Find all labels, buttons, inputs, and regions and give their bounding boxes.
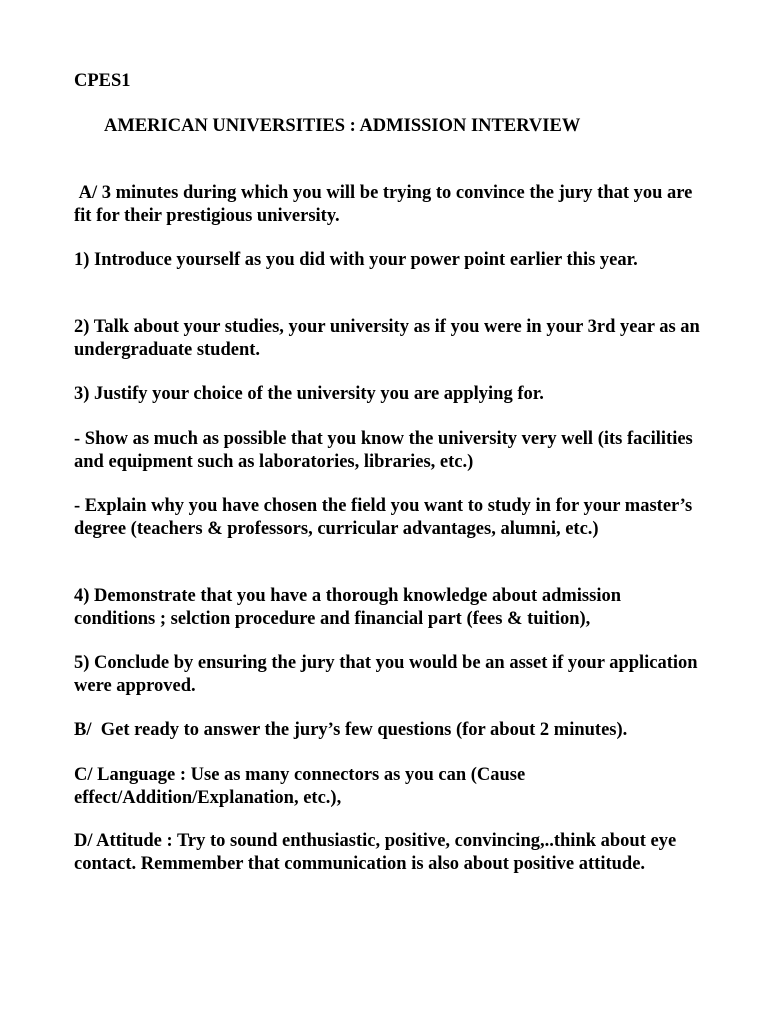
paragraph-part-b: B/ Get ready to answer the jury’s few questions (for about 2 minutes). xyxy=(74,720,628,740)
paragraph-part-c: C/ Language : Use as many connectors as you can (Cause effect/Addition/Explanation, etc.), xyxy=(74,765,526,808)
paragraph-step-3: 3) Justify your choice of the university you are applying for. xyxy=(74,384,544,404)
paragraph-step-1: 1) Introduce yourself as you did with your power point earlier this year. xyxy=(74,250,638,270)
paragraph-bullet-field: - Explain why you have chosen the field you want to study in for your master’s degree (teachers & professors, curricular advantages, alumni, etc.) xyxy=(74,496,693,539)
paragraph-bullet-facilities: - Show as much as possible that you know the university very well (its facilities and equipment such as laboratories, libraries, etc.) xyxy=(74,429,693,472)
paragraph-step-2: 2) Talk about your studies, your university as if you were in your 3rd year as an undergraduate student. xyxy=(74,317,700,360)
paragraph-part-a: A/ 3 minutes during which you will be trying to convince the jury that you are fit for their prestigious university. xyxy=(74,183,698,226)
document-title: AMERICAN UNIVERSITIES : ADMISSION INTERVIEW xyxy=(104,116,581,136)
paragraph-part-d: D/ Attitude : Try to sound enthusiastic, positive, convincing,..think about eye contact. Remmember that communication is also about positive attitude. xyxy=(74,831,677,874)
course-code: CPES1 xyxy=(74,71,131,91)
paragraph-step-5: 5) Conclude by ensuring the jury that you would be an asset if your application were approved. xyxy=(74,653,698,696)
paragraph-step-4: 4) Demonstrate that you have a thorough knowledge about admission conditions ; selction procedure and financial part (fees & tuition), xyxy=(74,586,621,629)
